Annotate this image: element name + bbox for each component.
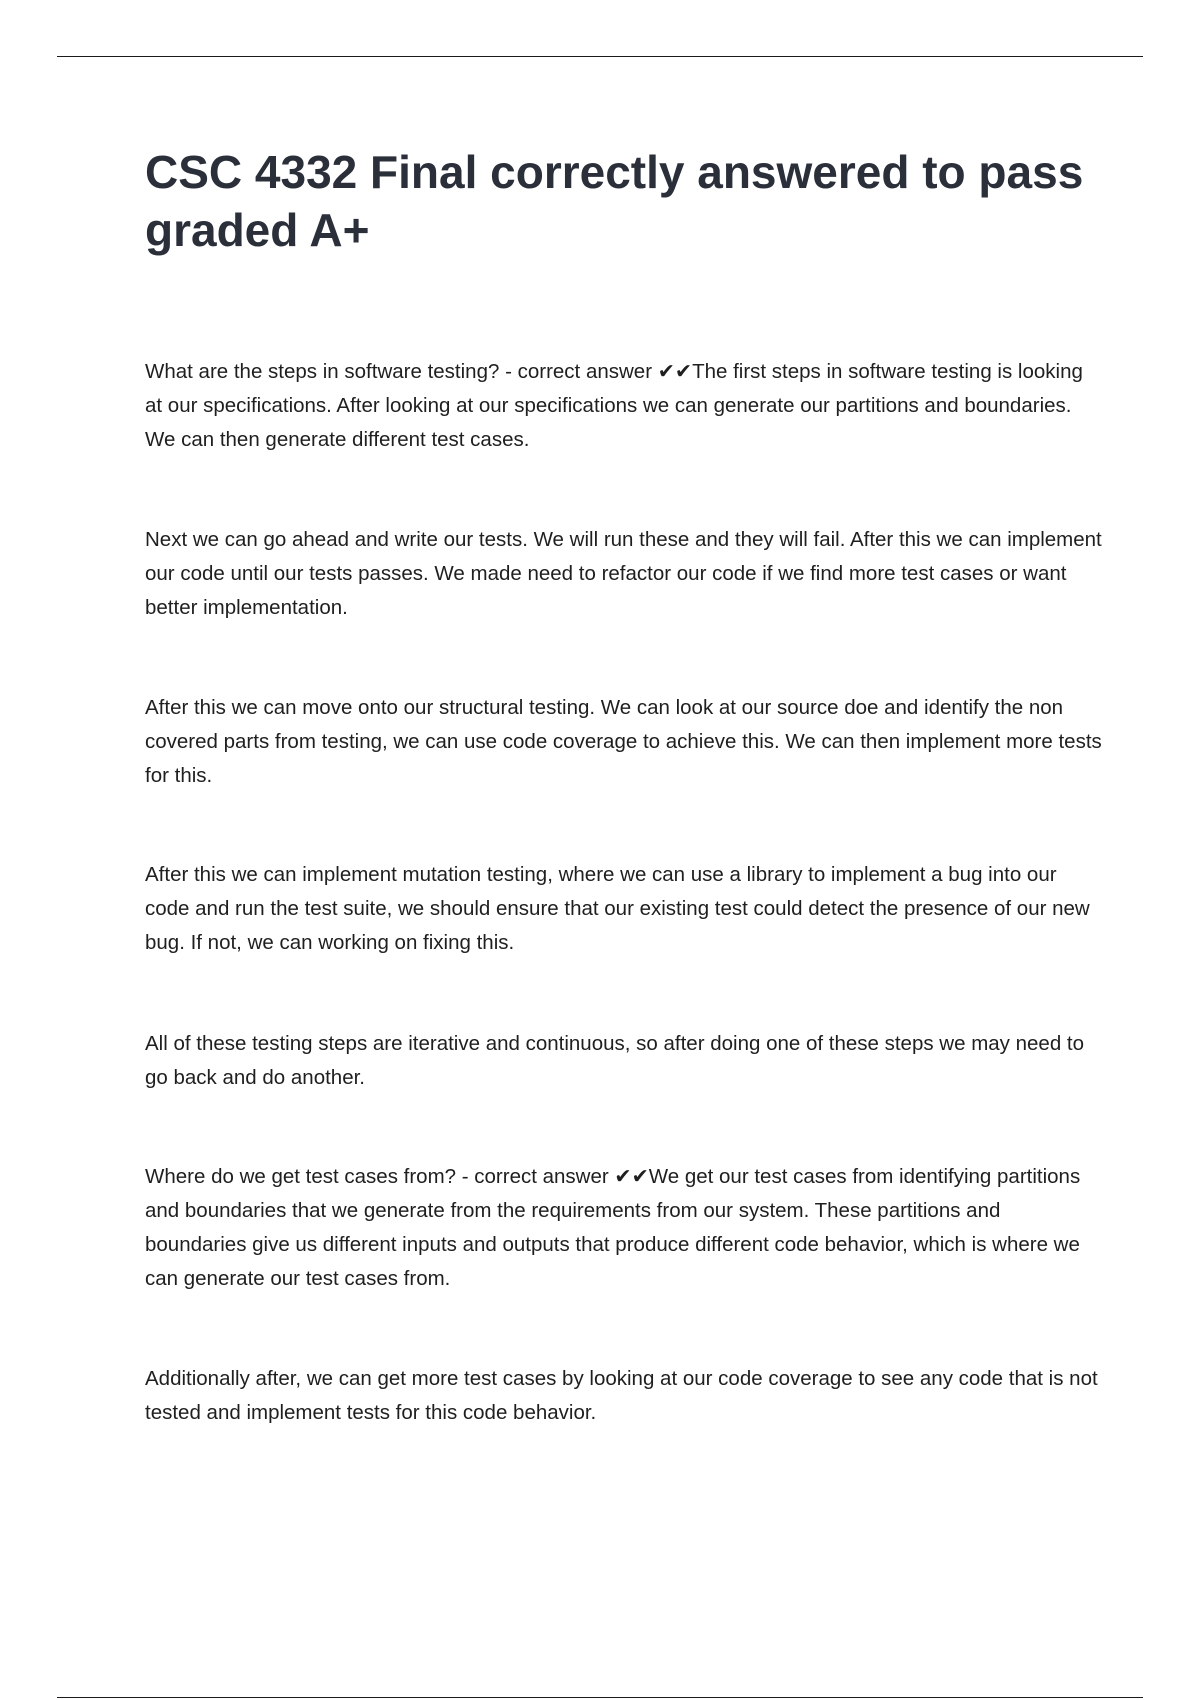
paragraph-6: Where do we get test cases from? - correct answer ✔✔We get our test cases from identifying partitions and boundaries that we generate from the requirements from our system. These partitions and boundaries give us different inputs and outputs that produce different code behavior, which is where we can generate our test cases from. <box>145 1165 1081 1290</box>
paragraph-3: After this we can move onto our structural testing. We can look at our source doe and identify the non covered parts from testing, we can use code coverage to achieve this. We can then implement more tests for this. <box>145 696 1102 787</box>
top-rule <box>57 56 1143 57</box>
paragraph-4: After this we can implement mutation testing, where we can use a library to implement a bug into our code and run the test suite, we should ensure that our existing test could detect the presence of our new bug. If not, we can working on fixing this. <box>145 863 1090 954</box>
paragraph-1: What are the steps in software testing? - correct answer ✔✔The first steps in software testing is looking at our specifications. After looking at our specifications we can generate our partitions and boundaries. We can then generate different test cases. <box>145 360 1083 451</box>
paragraph-2: Next we can go ahead and write our tests. We will run these and they will fail. After this we can implement our code until our tests passes. We made need to refactor our code if we find more test cases or want better implementation. <box>145 528 1102 619</box>
bottom-rule <box>57 1697 1143 1698</box>
paragraph-7: Additionally after, we can get more test cases by looking at our code coverage to see any code that is not tested and implement tests for this code behavior. <box>145 1367 1098 1424</box>
document-title: CSC 4332 Final correctly answered to pass graded A+ <box>145 146 1084 256</box>
paragraph-5: All of these testing steps are iterative and continuous, so after doing one of these steps we may need to go back and do another. <box>145 1032 1085 1089</box>
